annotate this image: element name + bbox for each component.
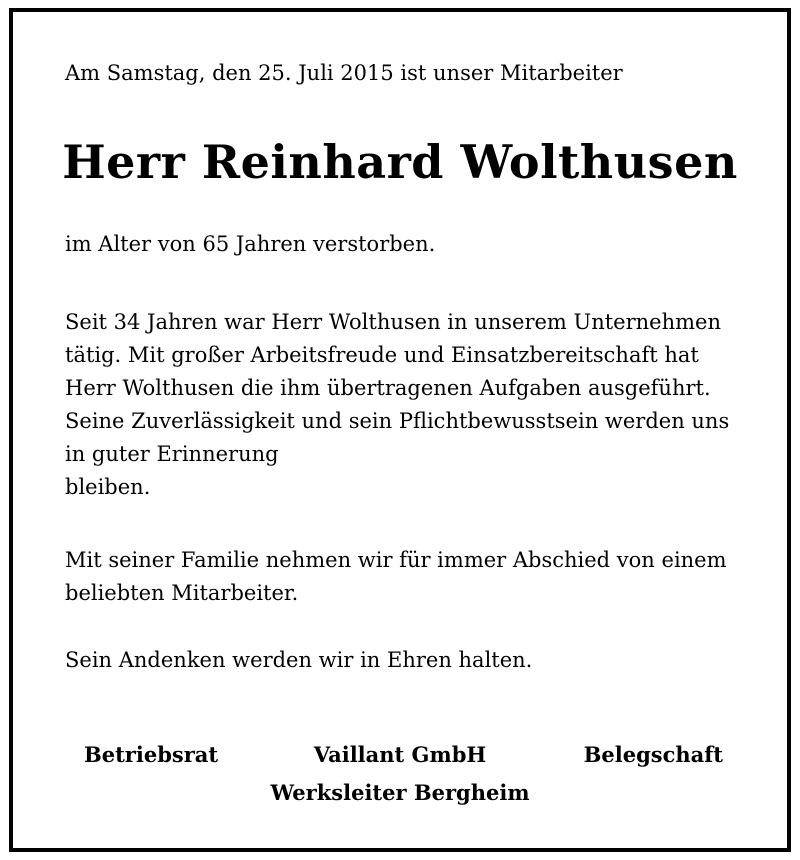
age-paragraph — [65, 228, 435, 261]
farewell-line: Mit seiner Familie nehmen wir für immer Abschied von einem — [65, 548, 727, 572]
age-line: im Alter von 65 Jahren verstorben. — [65, 232, 436, 256]
signature-staff: Belegschaft — [583, 742, 723, 767]
farewell-paragraph — [65, 544, 727, 610]
intro-line: Am Samstag, den 25. Juli 2015 ist unser Mitarbeiter — [65, 61, 623, 85]
obituary-notice — [9, 8, 791, 852]
deceased-name: Herr Reinhard Wolthusen — [62, 135, 738, 189]
company-subtitle: Werksleiter Bergheim — [270, 780, 530, 805]
tribute-line: tätig. Mit großer Arbeitsfreude und Einsatzbereitschaft hat — [65, 343, 699, 367]
tribute-paragraph — [65, 306, 729, 504]
tribute-line: Seine Zuverlässigkeit und sein Pflichtbewusstsein werden uns — [65, 409, 730, 433]
tribute-line: in guter Erinnerung — [65, 442, 279, 466]
tribute-line: Seit 34 Jahren war Herr Wolthusen in unserem Unternehmen — [65, 310, 721, 334]
tribute-line: Herr Wolthusen die ihm übertragenen Aufgaben ausgeführt. — [65, 376, 711, 400]
farewell-line: beliebten Mitarbeiter. — [65, 581, 299, 605]
tribute-line: bleiben. — [65, 475, 151, 499]
memory-paragraph — [65, 644, 532, 677]
signature-works-council: Betriebsrat — [84, 742, 219, 767]
company-name: Vaillant GmbH — [313, 742, 487, 767]
memory-line: Sein Andenken werden wir in Ehren halten. — [65, 648, 533, 672]
